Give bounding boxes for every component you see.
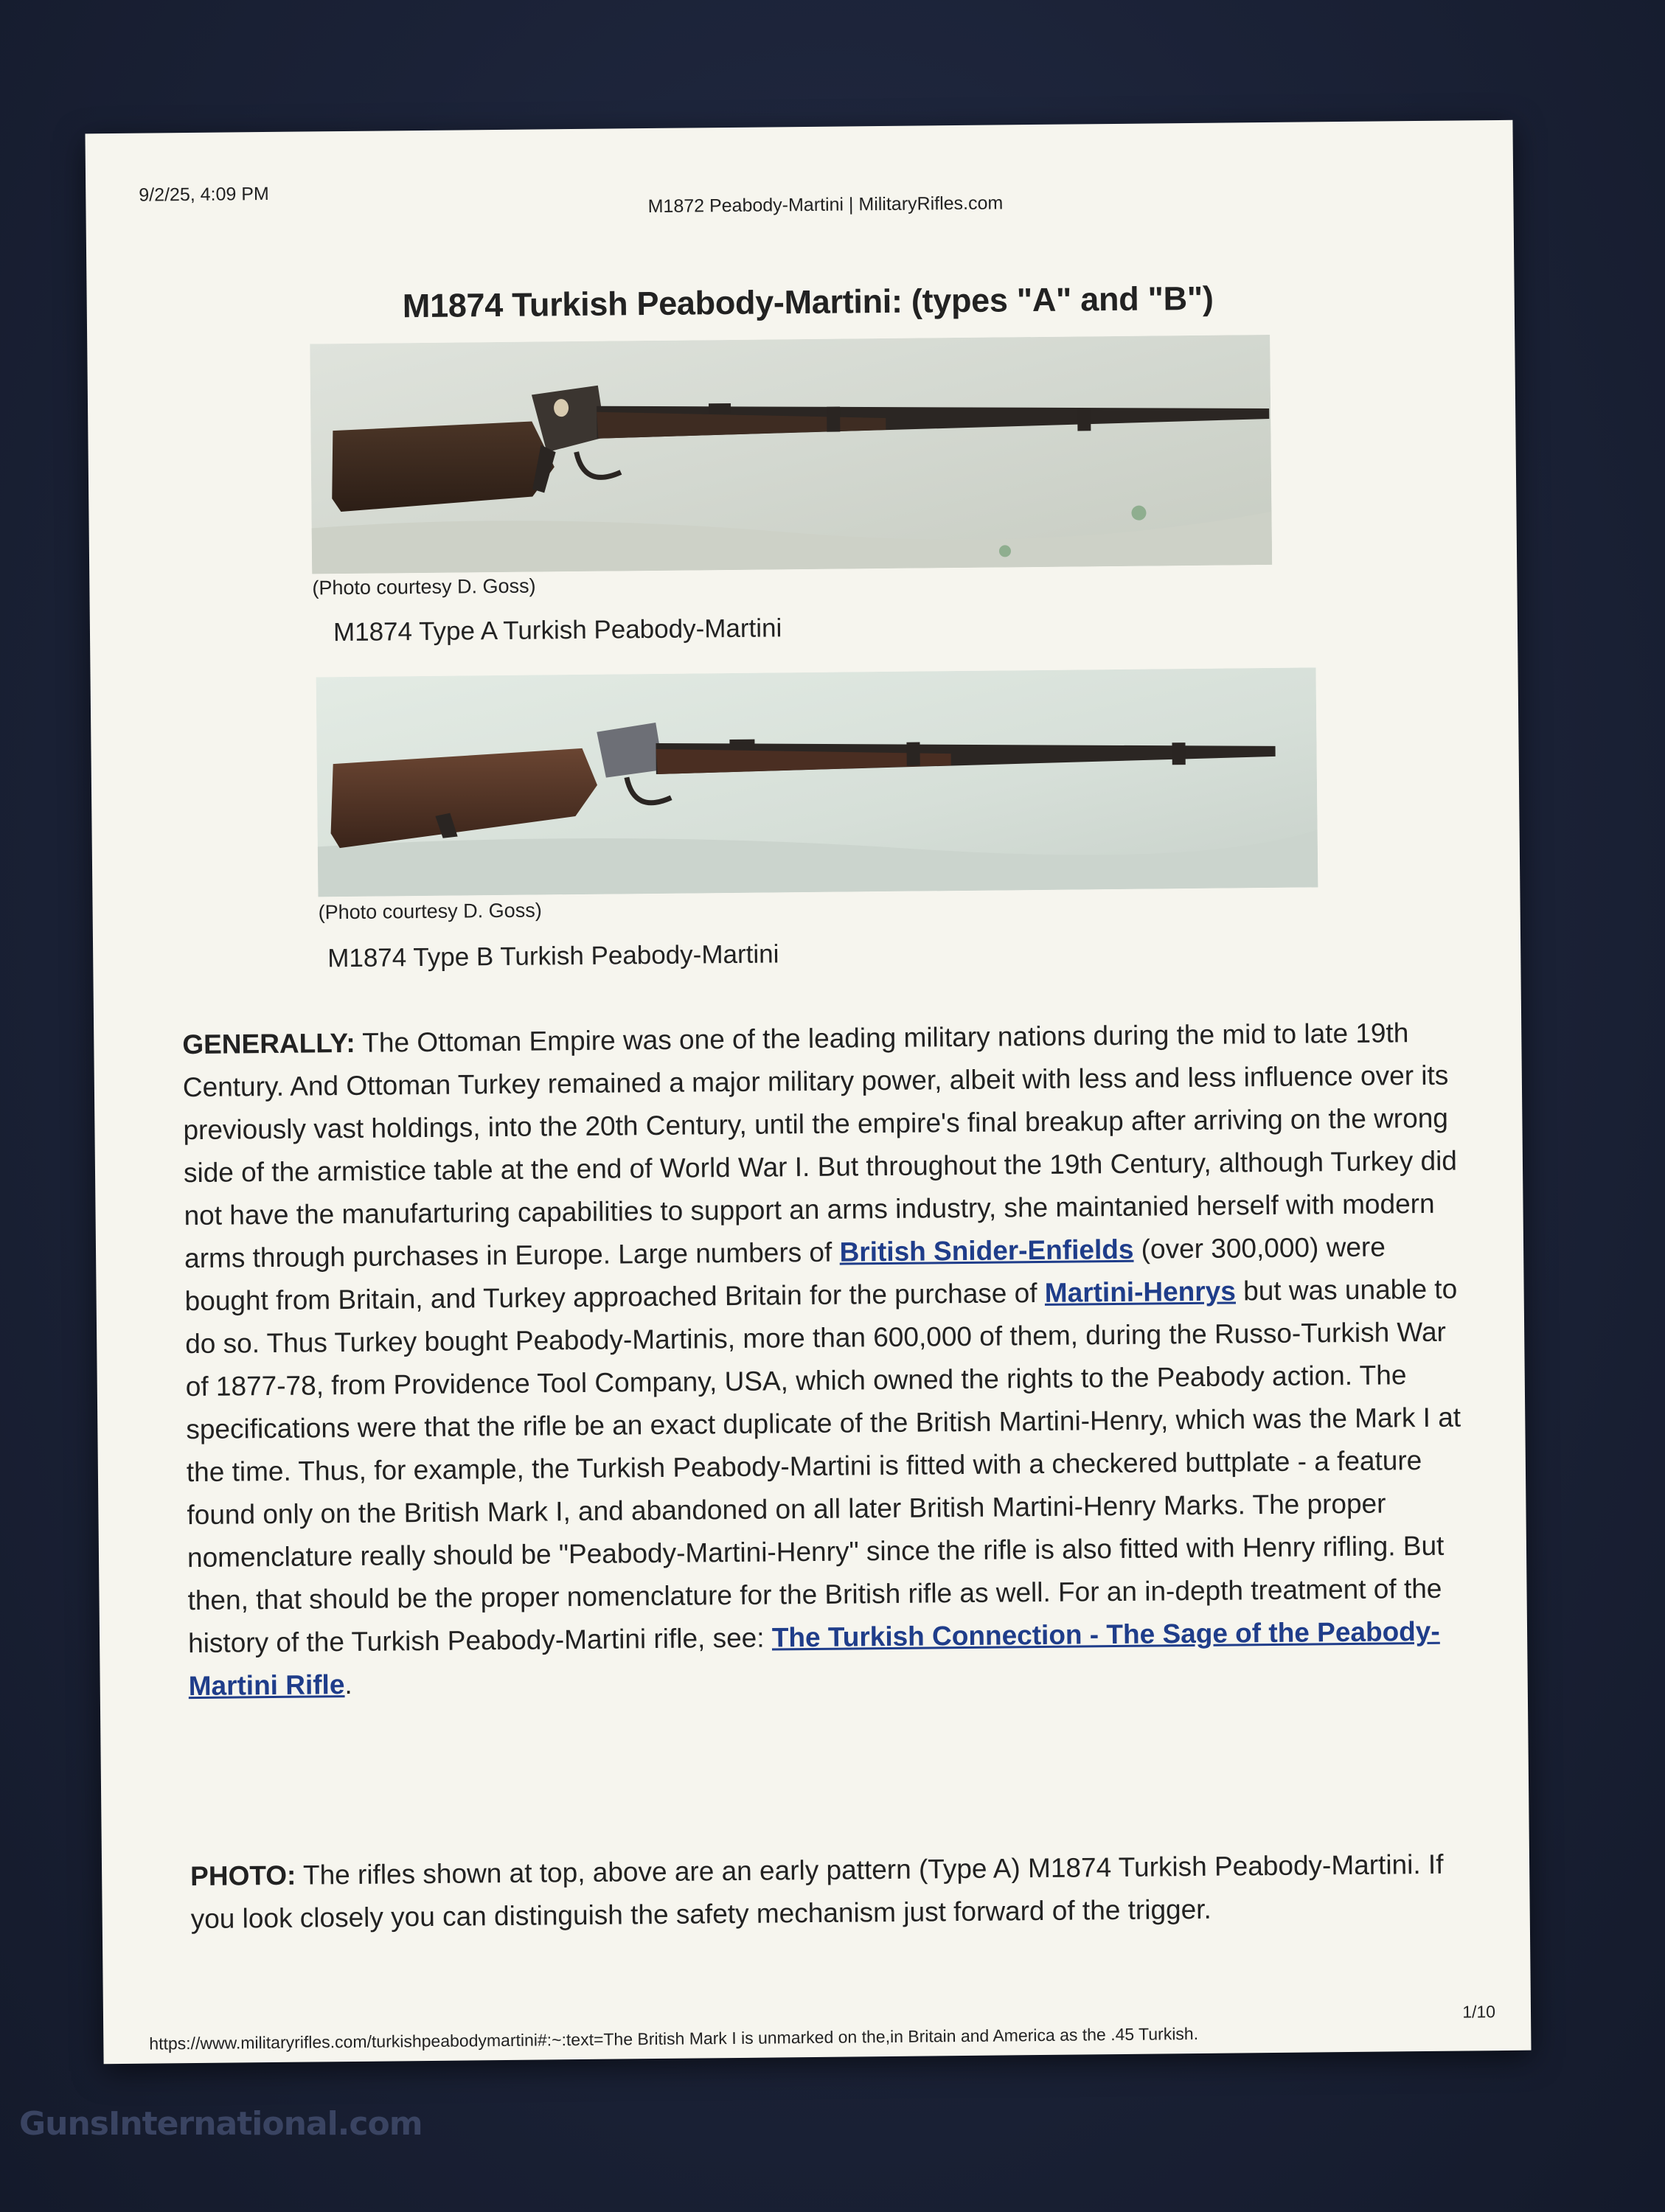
watermark: GunsInternational.com — [19, 2105, 423, 2143]
printed-page — [85, 120, 1531, 2064]
generally-paragraph — [182, 1011, 1479, 1708]
photo-note-text: The rifles shown at top, above are an early pattern (Type A) M1874 Turkish Peabody-Martini. If you look closely you can distinguish the safety mechanism just forward of the trigger. — [190, 1848, 1444, 1935]
link-british-snider-enfields[interactable]: British Snider-Enfields — [839, 1234, 1134, 1267]
generally-label: GENERALLY: — [182, 1027, 355, 1060]
photo-note-label: PHOTO: — [190, 1860, 296, 1892]
photo-note-paragraph — [190, 1843, 1481, 1941]
print-date: 9/2/25, 4:09 PM — [139, 183, 269, 206]
photo-credit-b: (Photo courtesy D. Goss) — [318, 899, 542, 924]
photo-caption-b: M1874 Type B Turkish Peabody-Martini — [327, 939, 779, 973]
link-turkish-connection[interactable]: The Turkish Connection - The Sage of the Peabody-Martini Rifle — [188, 1615, 1440, 1702]
document-title: M1874 Turkish Peabody-Martini: (types "A" and "B") — [402, 279, 1214, 325]
generally-text-2: (over 300,000) were bought from Britain, and Turkey approached Britain for the purchase of — [184, 1231, 1386, 1317]
rifle-photo-type-a — [310, 335, 1272, 574]
photo-credit-a: (Photo courtesy D. Goss) — [312, 574, 536, 599]
generally-text-1: The Ottoman Empire was one of the leading military nations during the mid to late 19th Century. And Ottoman Turkey remained a major military power, albeit with less and less influence over its previously vast holdings, into the 20th Century, until the empire's final breakup after arriving on the wrong side of the armistice table at the end of World War I. But throughout the 19th Century, although Turkey did not have the manufarturing capabilities to support an arms industry, she maintanied herself with modern arms through purchases in Europe. Large numbers of — [182, 1018, 1458, 1274]
link-martini-henrys[interactable]: Martini-Henrys — [1044, 1276, 1237, 1308]
photo-caption-a: M1874 Type A Turkish Peabody-Martini — [333, 613, 782, 647]
rifle-photo-type-b — [316, 667, 1318, 897]
print-page-title: M1872 Peabody-Martini | MilitaryRifles.com — [647, 192, 1004, 218]
page-number: 1/10 — [1462, 2002, 1496, 2022]
generally-text-3: but was unable to do so. Thus Turkey bought Peabody-Martinis, more than 600,000 of them, during the Russo-Turkish War of 1877-78, from Providence Tool Company, USA, which owned the rights to the Peabody action. The specifications were that the rifle be an exact duplicate of the British Martini-Henry, which was the Mark I at the time. Thus, for example, the Turkish Peabody-Martini is fitted with a checkered buttplate - a feature found only on the British Mark I, and abandoned on all later British Martini-Henry Marks. The proper nomenclature really should be "Peabody-Martini-Henry" since the rifle is also fitted with Henry rifling. But then, that should be the proper nomenclature for the British rifle as well. For an in-depth treatment of the history of the Turkish Peabody-Martini rifle, see: — [185, 1273, 1461, 1659]
footer-url: https://www.militaryrifles.com/turkishpeabodymartini#:~:text=The British Mark I is unmarked on the,in Britain and America as the .45 Turkish. — [149, 2023, 1199, 2053]
generally-text-4: . — [344, 1669, 352, 1700]
